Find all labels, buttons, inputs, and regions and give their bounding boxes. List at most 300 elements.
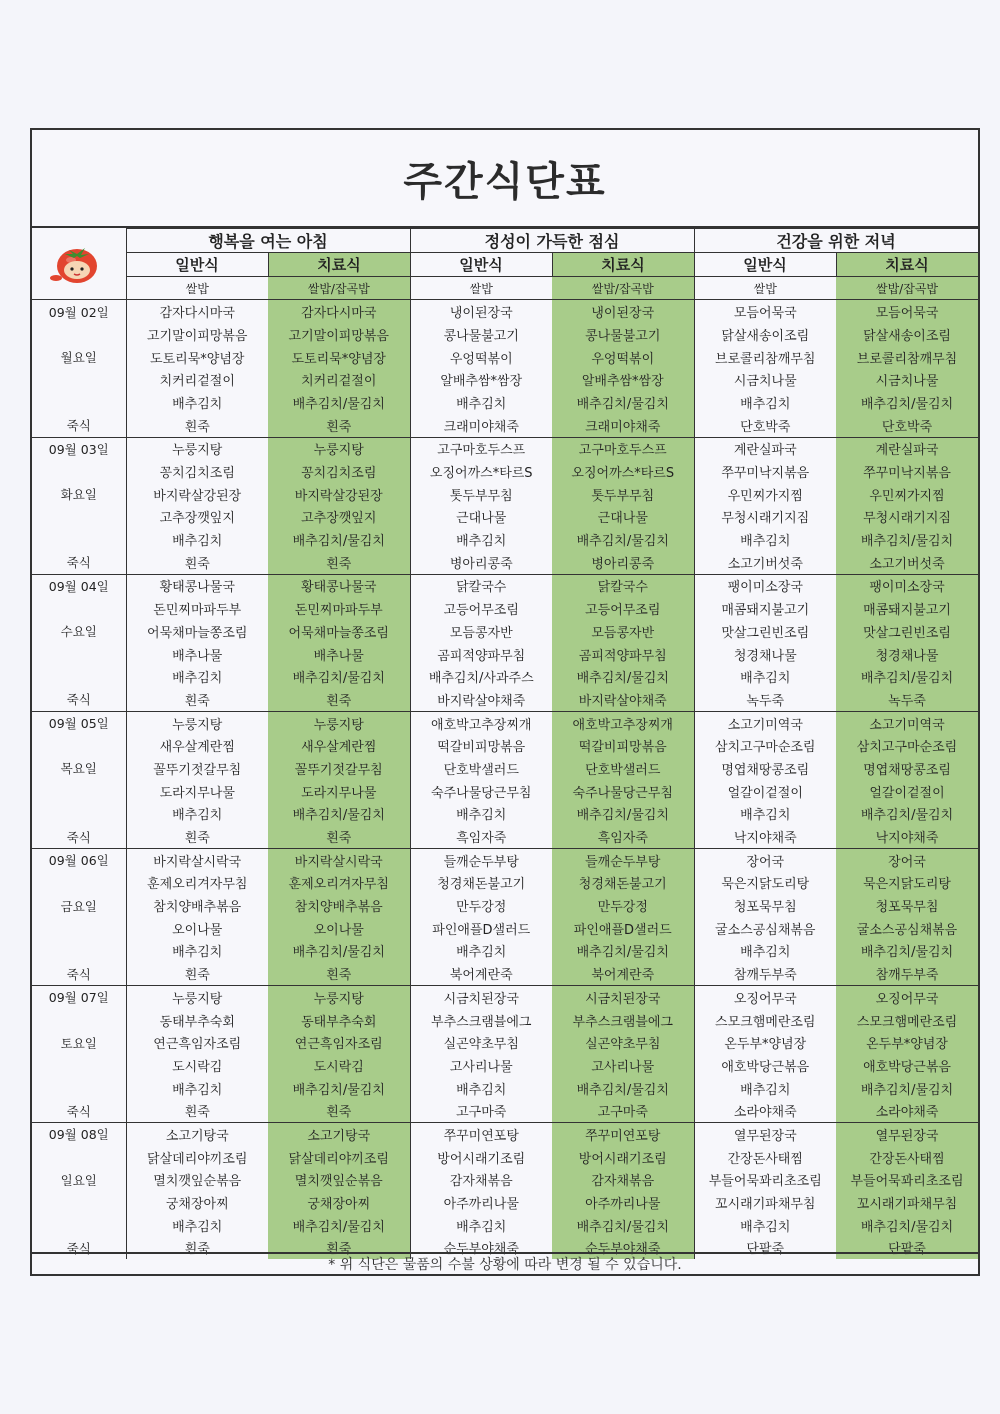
menu-item-therapy: 닭칼국수 (552, 574, 694, 597)
menu-item-regular: 매콤돼지불고기 (694, 597, 836, 620)
menu-item-regular: 만두강정 (410, 894, 552, 917)
table-row (32, 894, 978, 917)
menu-item-therapy: 감자채볶음 (552, 1169, 694, 1192)
menu-item-regular: 돈민찌마파두부 (126, 597, 268, 620)
menu-item-therapy: 참치양배추볶음 (268, 894, 410, 917)
menu-item-regular: 배추김치 (126, 940, 268, 963)
menu-item-therapy: 배추김치/물김치 (552, 391, 694, 414)
menu-item-regular: 누룽지탕 (126, 437, 268, 460)
menu-item-therapy: 계란실파국 (836, 437, 978, 460)
table-row (32, 734, 978, 757)
table-row (32, 825, 978, 848)
menu-item-regular: 시금치된장국 (410, 986, 552, 1009)
menu-item-therapy: 떡갈비피망볶음 (552, 734, 694, 757)
menu-item-therapy: 닭살데리야끼조림 (268, 1146, 410, 1169)
menu-item-regular: 알배추쌈*쌈장 (410, 368, 552, 391)
table-row (32, 414, 978, 437)
menu-item-regular: 배추김치 (694, 1214, 836, 1237)
menu-item-regular: 흰죽 (126, 962, 268, 985)
menu-item-therapy: 배추김치/물김치 (836, 803, 978, 826)
porridge-label: 죽식 (32, 962, 126, 985)
menu-item-regular: 배추김치 (410, 940, 552, 963)
day-spacer (32, 1077, 126, 1100)
table-row (32, 506, 978, 529)
menu-item-regular: 감자다시마국 (126, 300, 268, 323)
menu-item-therapy: 단호박죽 (836, 414, 978, 437)
menu-item-regular: 고사리나물 (410, 1054, 552, 1077)
menu-item-regular: 연근흑임자조림 (126, 1031, 268, 1054)
menu-item-therapy: 녹두죽 (836, 688, 978, 711)
menu-item-regular: 배추김치 (694, 528, 836, 551)
menu-item-regular: 꽁치김치조림 (126, 460, 268, 483)
menu-item-regular: 모듬어묵국 (694, 300, 836, 323)
menu-item-regular: 순두부야채죽 (410, 1237, 552, 1260)
menu-item-regular: 훈제오리겨자무침 (126, 872, 268, 895)
table-row (32, 437, 978, 460)
table-row (32, 1031, 978, 1054)
day-spacer (32, 506, 126, 529)
day-spacer (32, 780, 126, 803)
menu-item-therapy: 배추김치/물김치 (552, 803, 694, 826)
menu-item-regular: 참치양배추볶음 (126, 894, 268, 917)
menu-item-therapy: 배추김치/물김치 (836, 1077, 978, 1100)
day-spacer (32, 734, 126, 757)
type-therapy: 치료식 (836, 253, 978, 277)
menu-item-regular: 배추김치 (694, 803, 836, 826)
menu-item-therapy: 배추김치/물김치 (268, 1214, 410, 1237)
rice-regular: 쌀밥 (694, 276, 836, 300)
menu-item-regular: 시금치나물 (694, 368, 836, 391)
type-therapy: 치료식 (268, 253, 410, 277)
menu-item-therapy: 근대나물 (552, 506, 694, 529)
menu-item-therapy: 배추김치/물김치 (836, 665, 978, 688)
menu-item-regular: 단호박샐러드 (410, 757, 552, 780)
menu-item-regular: 냉이된장국 (410, 300, 552, 323)
menu-item-regular: 콩나물불고기 (410, 323, 552, 346)
menu-item-regular: 열무된장국 (694, 1123, 836, 1146)
menu-item-therapy: 꽁치김치조림 (268, 460, 410, 483)
menu-item-regular: 묵은지닭도리탕 (694, 872, 836, 895)
porridge-label: 죽식 (32, 825, 126, 848)
menu-item-regular: 도토리묵*양념장 (126, 346, 268, 369)
menu-item-regular: 바지락살강된장 (126, 483, 268, 506)
menu-item-therapy: 돈민찌마파두부 (268, 597, 410, 620)
menu-item-therapy: 황태콩나물국 (268, 574, 410, 597)
menu-item-therapy: 배추김치/물김치 (552, 528, 694, 551)
menu-item-therapy: 배추김치/물김치 (552, 1214, 694, 1237)
menu-item-therapy: 삼치고구마순조림 (836, 734, 978, 757)
menu-item-therapy: 배추김치/물김치 (268, 1077, 410, 1100)
menu-item-therapy: 실곤약초무침 (552, 1031, 694, 1054)
table-row (32, 917, 978, 940)
menu-item-regular: 누룽지탕 (126, 986, 268, 1009)
menu-item-regular: 배추김치 (694, 940, 836, 963)
menu-item-therapy: 얼갈이겉절이 (836, 780, 978, 803)
menu-item-regular: 고추장깻잎지 (126, 506, 268, 529)
menu-item-therapy: 냉이된장국 (552, 300, 694, 323)
menu-sheet (30, 128, 980, 1276)
menu-item-regular: 근대나물 (410, 506, 552, 529)
menu-item-therapy: 고추장깻잎지 (268, 506, 410, 529)
menu-item-therapy: 배추김치/물김치 (268, 803, 410, 826)
date-label: 09월 04일 (32, 574, 126, 597)
menu-item-therapy: 닭살새송이조림 (836, 323, 978, 346)
menu-item-regular: 떡갈비피망볶음 (410, 734, 552, 757)
menu-item-regular: 쭈꾸미낙지볶음 (694, 460, 836, 483)
menu-item-therapy: 열무된장국 (836, 1123, 978, 1146)
menu-item-therapy: 단팥죽 (836, 1237, 978, 1260)
menu-item-regular: 배추김치 (410, 1214, 552, 1237)
title-box (32, 130, 978, 228)
menu-item-regular: 꼬시래기파채무침 (694, 1191, 836, 1214)
menu-item-therapy: 고사리나물 (552, 1054, 694, 1077)
day-spacer (32, 803, 126, 826)
meal-header-dinner: 건강을 위한 저녁 (694, 229, 978, 253)
menu-item-therapy: 배추김치/물김치 (836, 940, 978, 963)
menu-item-therapy: 맛살그린빈조림 (836, 620, 978, 643)
weekday-label: 목요일 (32, 757, 126, 780)
date-label: 09월 05일 (32, 711, 126, 734)
menu-item-therapy: 흰죽 (268, 414, 410, 437)
menu-item-therapy: 알배추쌈*쌈장 (552, 368, 694, 391)
menu-item-therapy: 소고기미역국 (836, 711, 978, 734)
menu-item-regular: 크래미야채죽 (410, 414, 552, 437)
menu-item-therapy: 도토리묵*양념장 (268, 346, 410, 369)
menu-item-therapy: 단호박샐러드 (552, 757, 694, 780)
menu-item-regular: 감자채볶음 (410, 1169, 552, 1192)
menu-item-regular: 모듬콩자반 (410, 620, 552, 643)
menu-item-regular: 배추김치 (694, 1077, 836, 1100)
day-spacer (32, 1191, 126, 1214)
menu-item-regular: 배추김치 (126, 803, 268, 826)
menu-item-regular: 톳두부무침 (410, 483, 552, 506)
menu-item-therapy: 오이나물 (268, 917, 410, 940)
menu-item-regular: 숙주나물당근무침 (410, 780, 552, 803)
menu-item-regular: 바지락살시락국 (126, 848, 268, 871)
rice-therapy: 쌀밥/잡곡밥 (552, 276, 694, 300)
menu-item-regular: 고등어무조림 (410, 597, 552, 620)
meal-header-breakfast: 행복을 여는 아침 (126, 229, 410, 253)
porridge-label: 죽식 (32, 688, 126, 711)
table-row (32, 1123, 978, 1146)
menu-item-therapy: 고기말이피망볶음 (268, 323, 410, 346)
day-spacer (32, 1054, 126, 1077)
menu-item-regular: 궁채장아찌 (126, 1191, 268, 1214)
menu-item-regular: 우엉떡볶이 (410, 346, 552, 369)
table-row (32, 1214, 978, 1237)
table-row (32, 1054, 978, 1077)
menu-item-therapy: 들깨순두부탕 (552, 848, 694, 871)
table-row (32, 574, 978, 597)
menu-item-regular: 도라지무나물 (126, 780, 268, 803)
day-spacer (32, 872, 126, 895)
menu-item-regular: 부추스크램블에그 (410, 1009, 552, 1032)
menu-item-regular: 청포묵무침 (694, 894, 836, 917)
menu-item-therapy: 배추김치/물김치 (836, 391, 978, 414)
menu-item-therapy: 배추나물 (268, 643, 410, 666)
menu-item-therapy: 모듬콩자반 (552, 620, 694, 643)
menu-item-regular: 소고기탕국 (126, 1123, 268, 1146)
date-label: 09월 03일 (32, 437, 126, 460)
menu-item-therapy: 어묵채마늘쫑조림 (268, 620, 410, 643)
menu-item-regular: 멸치깻잎순볶음 (126, 1169, 268, 1192)
menu-item-regular: 배추김치 (410, 803, 552, 826)
menu-item-regular: 흰죽 (126, 688, 268, 711)
menu-item-regular: 배추나물 (126, 643, 268, 666)
menu-item-therapy: 묵은지닭도리탕 (836, 872, 978, 895)
table-row (32, 962, 978, 985)
menu-item-therapy: 누룽지탕 (268, 711, 410, 734)
menu-item-regular: 쭈꾸미연포탕 (410, 1123, 552, 1146)
menu-item-regular: 새우살계란찜 (126, 734, 268, 757)
menu-item-therapy: 참깨두부죽 (836, 962, 978, 985)
day-spacer (32, 368, 126, 391)
menu-item-regular: 계란실파국 (694, 437, 836, 460)
menu-item-therapy: 순두부야채죽 (552, 1237, 694, 1260)
day-spacer (32, 917, 126, 940)
menu-item-regular: 참깨두부죽 (694, 962, 836, 985)
table-row (32, 346, 978, 369)
footnote: * 위 식단은 물품의 수불 상황에 따라 변경 될 수 있습니다. (32, 1252, 978, 1274)
table-row (32, 597, 978, 620)
menu-table (32, 228, 979, 1259)
menu-item-regular: 배추김치 (410, 391, 552, 414)
menu-item-therapy: 매콤돼지불고기 (836, 597, 978, 620)
menu-item-therapy: 꼬시래기파채무침 (836, 1191, 978, 1214)
menu-item-therapy: 병아리콩죽 (552, 551, 694, 574)
porridge-label: 죽식 (32, 1099, 126, 1122)
tomato-mascot-logo (32, 229, 126, 300)
weekday-label: 토요일 (32, 1031, 126, 1054)
menu-item-regular: 바지락살야채죽 (410, 688, 552, 711)
menu-item-therapy: 흰죽 (268, 962, 410, 985)
menu-item-therapy: 숙주나물당근무침 (552, 780, 694, 803)
menu-item-regular: 고기말이피망볶음 (126, 323, 268, 346)
menu-item-therapy: 오징어무국 (836, 986, 978, 1009)
menu-item-regular: 오징어무국 (694, 986, 836, 1009)
menu-item-therapy: 애호박당근볶음 (836, 1054, 978, 1077)
table-row (32, 323, 978, 346)
menu-item-therapy: 배추김치/물김치 (268, 528, 410, 551)
day-spacer (32, 940, 126, 963)
rice-therapy: 쌀밥/잡곡밥 (836, 276, 978, 300)
meal-header-lunch: 정성이 가득한 점심 (410, 229, 694, 253)
table-row (32, 1146, 978, 1169)
menu-item-therapy: 흰죽 (268, 688, 410, 711)
menu-item-regular: 굴소스공심채볶음 (694, 917, 836, 940)
menu-item-regular: 배추김치 (410, 1077, 552, 1100)
menu-item-regular: 도시락김 (126, 1054, 268, 1077)
day-spacer (32, 1146, 126, 1169)
menu-item-therapy: 팽이미소장국 (836, 574, 978, 597)
menu-item-regular: 배추김치 (126, 391, 268, 414)
menu-item-therapy: 모듬어묵국 (836, 300, 978, 323)
menu-item-regular: 누룽지탕 (126, 711, 268, 734)
menu-item-therapy: 소고기탕국 (268, 1123, 410, 1146)
menu-item-therapy: 훈제오리겨자무침 (268, 872, 410, 895)
type-regular: 일반식 (694, 253, 836, 277)
menu-item-regular: 배추김치 (126, 1077, 268, 1100)
menu-item-therapy: 멸치깻잎순볶음 (268, 1169, 410, 1192)
menu-item-therapy: 쭈꾸미낙지볶음 (836, 460, 978, 483)
day-spacer (32, 597, 126, 620)
menu-item-regular: 무청시래기지짐 (694, 506, 836, 529)
menu-item-regular: 우민찌가지찜 (694, 483, 836, 506)
table-row (32, 780, 978, 803)
menu-item-therapy: 배추김치/물김치 (552, 940, 694, 963)
date-label: 09월 07일 (32, 986, 126, 1009)
menu-item-therapy: 배추김치/물김치 (836, 1214, 978, 1237)
menu-item-therapy: 감자다시마국 (268, 300, 410, 323)
menu-item-regular: 고구마호두스프 (410, 437, 552, 460)
menu-item-regular: 청경채나물 (694, 643, 836, 666)
menu-item-therapy: 흑임자죽 (552, 825, 694, 848)
menu-item-therapy: 우엉떡볶이 (552, 346, 694, 369)
menu-item-therapy: 배추김치/물김치 (268, 665, 410, 688)
weekday-label: 금요일 (32, 894, 126, 917)
menu-item-regular: 단호박죽 (694, 414, 836, 437)
menu-item-regular: 꼴뚜기젓갈무침 (126, 757, 268, 780)
menu-item-regular: 배추김치 (126, 1214, 268, 1237)
table-row (32, 711, 978, 734)
menu-item-regular: 흰죽 (126, 1237, 268, 1260)
table-row (32, 460, 978, 483)
menu-item-therapy: 곰피적양파무침 (552, 643, 694, 666)
menu-item-regular: 파인애플D샐러드 (410, 917, 552, 940)
menu-item-therapy: 부추스크램블에그 (552, 1009, 694, 1032)
menu-item-therapy: 고등어무조림 (552, 597, 694, 620)
date-label: 09월 02일 (32, 300, 126, 323)
menu-item-therapy: 배추김치/물김치 (268, 391, 410, 414)
menu-item-regular: 낙지야채죽 (694, 825, 836, 848)
menu-item-regular: 스모크햄메란조림 (694, 1009, 836, 1032)
table-row (32, 1009, 978, 1032)
menu-item-therapy: 고구마호두스프 (552, 437, 694, 460)
menu-item-regular: 고구마죽 (410, 1099, 552, 1122)
menu-item-regular: 간장돈사태찜 (694, 1146, 836, 1169)
menu-item-therapy: 청포묵무침 (836, 894, 978, 917)
menu-item-regular: 단팥죽 (694, 1237, 836, 1260)
menu-item-therapy: 청경채돈불고기 (552, 872, 694, 895)
menu-item-therapy: 시금치나물 (836, 368, 978, 391)
table-row (32, 483, 978, 506)
menu-item-therapy: 도시락김 (268, 1054, 410, 1077)
menu-item-therapy: 낙지야채죽 (836, 825, 978, 848)
menu-item-regular: 흰죽 (126, 551, 268, 574)
menu-item-therapy: 쭈꾸미연포탕 (552, 1123, 694, 1146)
menu-item-therapy: 배추김치/물김치 (836, 528, 978, 551)
rice-therapy: 쌀밥/잡곡밥 (268, 276, 410, 300)
menu-item-therapy: 청경채나물 (836, 643, 978, 666)
menu-item-regular: 배추김치/사과주스 (410, 665, 552, 688)
menu-item-regular: 배추김치 (126, 528, 268, 551)
menu-item-regular: 얼갈이겉절이 (694, 780, 836, 803)
menu-item-therapy: 브로콜리참깨무침 (836, 346, 978, 369)
table-row (32, 848, 978, 871)
menu-item-regular: 치커리겉절이 (126, 368, 268, 391)
menu-item-therapy: 누룽지탕 (268, 437, 410, 460)
menu-item-therapy: 크래미야채죽 (552, 414, 694, 437)
menu-item-regular: 장어국 (694, 848, 836, 871)
menu-item-therapy: 고구마죽 (552, 1099, 694, 1122)
day-spacer (32, 665, 126, 688)
date-label: 09월 08일 (32, 1123, 126, 1146)
table-row (32, 551, 978, 574)
menu-item-regular: 북어계란죽 (410, 962, 552, 985)
menu-item-regular: 삼치고구마순조림 (694, 734, 836, 757)
menu-item-therapy: 배추김치/물김치 (552, 1077, 694, 1100)
menu-item-regular: 배추김치 (694, 391, 836, 414)
menu-item-therapy: 바지락살야채죽 (552, 688, 694, 711)
menu-item-therapy: 굴소스공심채볶음 (836, 917, 978, 940)
weekday-label: 일요일 (32, 1169, 126, 1192)
menu-item-therapy: 애호박고추장찌개 (552, 711, 694, 734)
table-row (32, 688, 978, 711)
menu-item-regular: 곰피적양파무침 (410, 643, 552, 666)
day-spacer (32, 1009, 126, 1032)
menu-item-regular: 팽이미소장국 (694, 574, 836, 597)
menu-item-therapy: 도라지무나물 (268, 780, 410, 803)
menu-item-regular: 흰죽 (126, 1099, 268, 1122)
menu-item-regular: 어묵채마늘쫑조림 (126, 620, 268, 643)
menu-item-therapy: 흰죽 (268, 1099, 410, 1122)
menu-item-therapy: 온두부*양념장 (836, 1031, 978, 1054)
menu-item-therapy: 배추김치/물김치 (268, 940, 410, 963)
menu-item-therapy: 소라야채죽 (836, 1099, 978, 1122)
menu-body (32, 300, 978, 1259)
menu-item-regular: 명엽채땅콩조림 (694, 757, 836, 780)
menu-item-therapy: 배추김치/물김치 (552, 665, 694, 688)
menu-item-regular: 실곤약초무침 (410, 1031, 552, 1054)
menu-item-regular: 오징어까스*타르S (410, 460, 552, 483)
menu-item-therapy: 흰죽 (268, 551, 410, 574)
menu-item-therapy: 흰죽 (268, 825, 410, 848)
table-row (32, 300, 978, 323)
menu-item-regular: 황태콩나물국 (126, 574, 268, 597)
menu-item-therapy: 새우살계란찜 (268, 734, 410, 757)
menu-item-regular: 아주까리나물 (410, 1191, 552, 1214)
menu-item-regular: 부들어묵꽈리초조림 (694, 1169, 836, 1192)
menu-item-regular: 오이나물 (126, 917, 268, 940)
menu-item-regular: 닭살새송이조림 (694, 323, 836, 346)
table-row (32, 643, 978, 666)
menu-item-therapy: 꼴뚜기젓갈무침 (268, 757, 410, 780)
table-row (32, 368, 978, 391)
menu-item-therapy: 바지락살시락국 (268, 848, 410, 871)
table-row (32, 665, 978, 688)
table-row (32, 1191, 978, 1214)
menu-item-therapy: 소고기버섯죽 (836, 551, 978, 574)
menu-item-therapy: 명엽채땅콩조림 (836, 757, 978, 780)
menu-item-regular: 닭살데리야끼조림 (126, 1146, 268, 1169)
menu-item-regular: 흑임자죽 (410, 825, 552, 848)
menu-item-regular: 병아리콩죽 (410, 551, 552, 574)
type-regular: 일반식 (410, 253, 552, 277)
menu-item-regular: 온두부*양념장 (694, 1031, 836, 1054)
menu-item-regular: 배추김치 (126, 665, 268, 688)
menu-item-therapy: 간장돈사태찜 (836, 1146, 978, 1169)
menu-item-regular: 소고기미역국 (694, 711, 836, 734)
table-row (32, 940, 978, 963)
menu-item-therapy: 톳두부무침 (552, 483, 694, 506)
table-row (32, 757, 978, 780)
table-row (32, 986, 978, 1009)
menu-item-therapy: 방어시래기조림 (552, 1146, 694, 1169)
menu-item-therapy: 치커리겉절이 (268, 368, 410, 391)
table-row (32, 391, 978, 414)
table-row (32, 872, 978, 895)
menu-item-regular: 닭칼국수 (410, 574, 552, 597)
